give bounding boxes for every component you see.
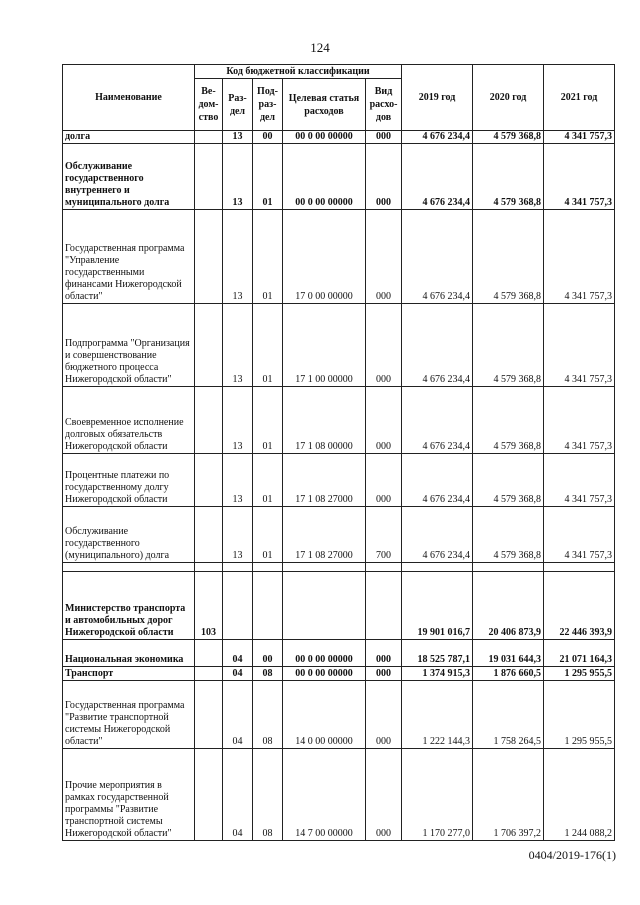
row-2021: 4 341 757,3 [544,387,615,454]
row-target: 14 7 00 00000 [283,749,366,841]
row-ved: 103 [195,572,223,640]
table-row [63,387,615,454]
row-target: 17 1 08 27000 [283,454,366,507]
row-2021: 4 341 757,3 [544,131,615,144]
row-razdel: 04 [223,667,253,681]
table-row [63,454,615,507]
row-vid: 000 [366,210,402,304]
row-2019: 19 901 016,7 [402,572,473,640]
row-razdel: 13 [223,304,253,387]
row-ved [195,681,223,749]
row-2020: 4 579 368,8 [473,507,544,563]
row-target: 17 1 08 00000 [283,387,366,454]
row-name: долга [63,131,195,144]
table-row [63,667,615,681]
row-podrazdel: 08 [253,681,283,749]
row-name: Своевременное исполнение долговых обязательств Нижегородской области [63,387,195,454]
row-ved [195,749,223,841]
row-podrazdel: 01 [253,387,283,454]
row-name: Национальная экономика [63,640,195,667]
header-target: Целевая статья расходов [283,79,366,131]
table-row [63,131,615,144]
row-ved [195,131,223,144]
row-ved [195,640,223,667]
row-2019: 4 676 234,4 [402,507,473,563]
table-row [63,572,615,640]
spacer-row [63,563,615,572]
row-2021: 22 446 393,9 [544,572,615,640]
table-row [63,681,615,749]
row-podrazdel: 01 [253,454,283,507]
row-podrazdel: 00 [253,640,283,667]
row-ved [195,454,223,507]
row-2019: 1 170 277,0 [402,749,473,841]
row-2019: 4 676 234,4 [402,454,473,507]
row-razdel: 04 [223,640,253,667]
row-razdel: 13 [223,387,253,454]
row-target: 17 1 08 27000 [283,507,366,563]
row-vid: 000 [366,304,402,387]
row-2020: 4 579 368,8 [473,387,544,454]
row-razdel: 13 [223,131,253,144]
table-row [63,144,615,210]
row-target: 00 0 00 00000 [283,144,366,210]
row-2019: 1 374 915,3 [402,667,473,681]
row-razdel: 04 [223,681,253,749]
row-2021: 4 341 757,3 [544,144,615,210]
row-podrazdel: 08 [253,667,283,681]
row-target: 00 0 00 00000 [283,640,366,667]
row-podrazdel: 01 [253,144,283,210]
row-2019: 4 676 234,4 [402,387,473,454]
row-2019: 1 222 144,3 [402,681,473,749]
header-code-group: Код бюджетной классификации [195,65,402,79]
row-2021: 4 341 757,3 [544,454,615,507]
row-ved [195,304,223,387]
header-name: Наименование [63,65,195,131]
row-2020: 4 579 368,8 [473,144,544,210]
row-2020: 20 406 873,9 [473,572,544,640]
row-2020: 1 758 264,5 [473,681,544,749]
row-name: Подпрограмма "Организация и совершенствование бюджетного процесса Нижегородской области" [63,304,195,387]
row-name: Обслуживание государственного (муниципального) долга [63,507,195,563]
table-row [63,210,615,304]
row-2020: 19 031 644,3 [473,640,544,667]
row-2020: 4 579 368,8 [473,454,544,507]
row-2019: 18 525 787,1 [402,640,473,667]
table-row [63,507,615,563]
row-target [283,572,366,640]
row-2020: 1 876 660,5 [473,667,544,681]
table-row [63,749,615,841]
header-2019: 2019 год [402,65,473,131]
row-razdel: 13 [223,210,253,304]
header-podrazdel: Под-раз-дел [253,79,283,131]
header-2021: 2021 год [544,65,615,131]
row-podrazdel: 01 [253,304,283,387]
row-podrazdel [253,572,283,640]
row-podrazdel: 00 [253,131,283,144]
row-target: 14 0 00 00000 [283,681,366,749]
row-podrazdel: 01 [253,507,283,563]
row-name: Обслуживание государственного внутреннего и муниципального долга [63,144,195,210]
row-2019: 4 676 234,4 [402,304,473,387]
row-vid: 700 [366,507,402,563]
row-vid: 000 [366,454,402,507]
row-2021: 4 341 757,3 [544,304,615,387]
table-row [63,640,615,667]
row-ved [195,667,223,681]
header-2020: 2020 год [473,65,544,131]
document-code: 0404/2019-176(1) [528,848,616,862]
row-razdel: 13 [223,507,253,563]
row-2021: 4 341 757,3 [544,210,615,304]
row-2019: 4 676 234,4 [402,131,473,144]
row-2020: 1 706 397,2 [473,749,544,841]
row-vid: 000 [366,640,402,667]
row-name: Транспорт [63,667,195,681]
row-target: 00 0 00 00000 [283,131,366,144]
row-2021: 1 244 088,2 [544,749,615,841]
row-2019: 4 676 234,4 [402,210,473,304]
row-podrazdel: 08 [253,749,283,841]
row-2020: 4 579 368,8 [473,304,544,387]
row-2021: 21 071 164,3 [544,640,615,667]
budget-table [62,64,615,841]
row-vid: 000 [366,667,402,681]
row-2021: 4 341 757,3 [544,507,615,563]
row-vid: 000 [366,387,402,454]
row-2020: 4 579 368,8 [473,131,544,144]
page-number: 124 [310,40,330,55]
row-vid: 000 [366,144,402,210]
header-razdel: Раз-дел [223,79,253,131]
row-name: Прочие мероприятия в рамках государственной программы "Развитие транспортной системы Нижегородской области" [63,749,195,841]
row-ved [195,144,223,210]
row-2020: 4 579 368,8 [473,210,544,304]
row-vid: 000 [366,131,402,144]
row-razdel [223,572,253,640]
row-target: 17 0 00 00000 [283,210,366,304]
row-2019: 4 676 234,4 [402,144,473,210]
row-target: 17 1 00 00000 [283,304,366,387]
row-2021: 1 295 955,5 [544,681,615,749]
row-name: Государственная программа "Управление государственными финансами Нижегородской области" [63,210,195,304]
row-ved [195,507,223,563]
row-target: 00 0 00 00000 [283,667,366,681]
row-razdel: 13 [223,144,253,210]
row-2021: 1 295 955,5 [544,667,615,681]
row-name: Процентные платежи по государственному долгу Нижегородской области [63,454,195,507]
row-name: Государственная программа "Развитие транспортной системы Нижегородской области" [63,681,195,749]
header-vedomstvo: Ве-дом-ство [195,79,223,131]
row-vid: 000 [366,749,402,841]
header-vid: Вид расхо-дов [366,79,402,131]
row-ved [195,210,223,304]
row-razdel: 13 [223,454,253,507]
row-vid: 000 [366,681,402,749]
row-vid [366,572,402,640]
row-podrazdel: 01 [253,210,283,304]
row-ved [195,387,223,454]
row-name: Министерство транспорта и автомобильных дорог Нижегородской области [63,572,195,640]
table-row [63,304,615,387]
row-razdel: 04 [223,749,253,841]
